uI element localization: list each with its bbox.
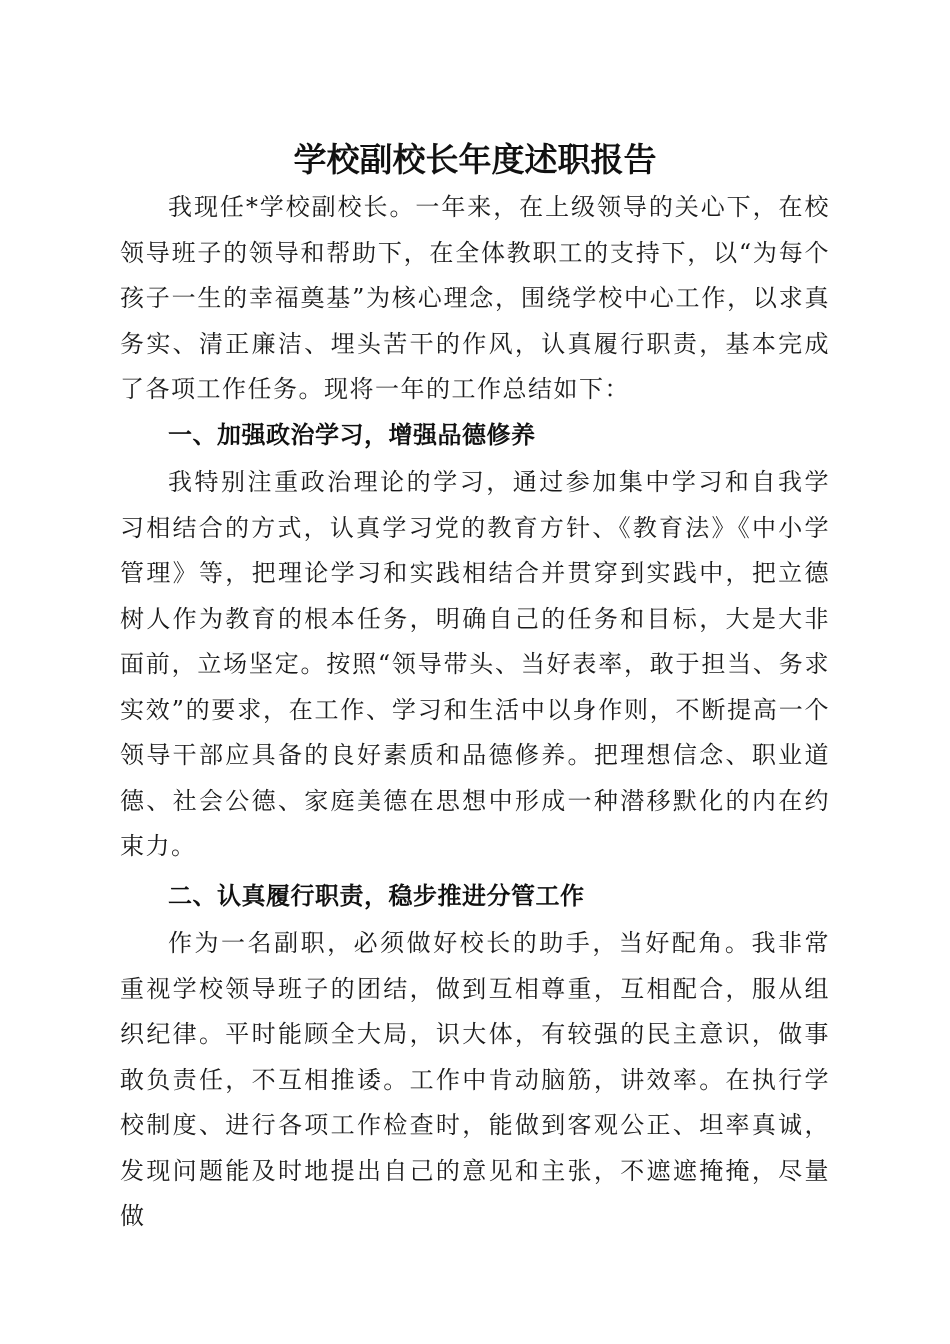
section-paragraph-1: 我特别注重政治理论的学习，通过参加集中学习和自我学习相结合的方式，认真学习党的教育方针、《教育法》《中小学管理》等，把理论学习和实践相结合并贯穿到实践中，把立德树人作为教育的根本任务，明确自己的任务和目标，大是大非面前，立场坚定。按照“领导带头、当好表率，敢于担当、务求实效”的要求，在工作、学习和生活中以身作则，不断提高一个领导干部应具备的良好素质和品德修养。把理想信念、职业道德、社会公德、家庭美德在思想中形成一种潜移默化的内在约束力。 [120, 468, 830, 860]
section-heading-2: 二、认真履行职责，稳步推进分管工作 [168, 881, 585, 910]
section-heading-1: 一、加强政治学习，增强品德修养 [168, 420, 536, 449]
document-body [120, 185, 830, 1240]
document-title: 学校副校长年度述职报告 [293, 140, 657, 179]
intro-paragraph: 我现任*学校副校长。一年来，在上级领导的关心下，在校领导班子的领导和帮助下，在全体教职工的支持下，以“为每个孩子一生的幸福奠基”为核心理念，围绕学校中心工作，以求真务实、清正廉洁、埋头苦干的作风，认真履行职责，基本完成了各项工作任务。现将一年的工作总结如下： [120, 193, 830, 403]
section-paragraph-2: 作为一名副职，必须做好校长的助手，当好配角。我非常重视学校领导班子的团结，做到互相尊重，互相配合，服从组织纪律。平时能顾全大局，识大体，有较强的民主意识，做事敢负责任，不互相推诿。工作中肯动脑筋，讲效率。在执行学校制度、进行各项工作检查时，能做到客观公正、坦率真诚，发现问题能及时地提出自己的意见和主张，不遮遮掩掩，尽量做 [120, 929, 830, 1230]
